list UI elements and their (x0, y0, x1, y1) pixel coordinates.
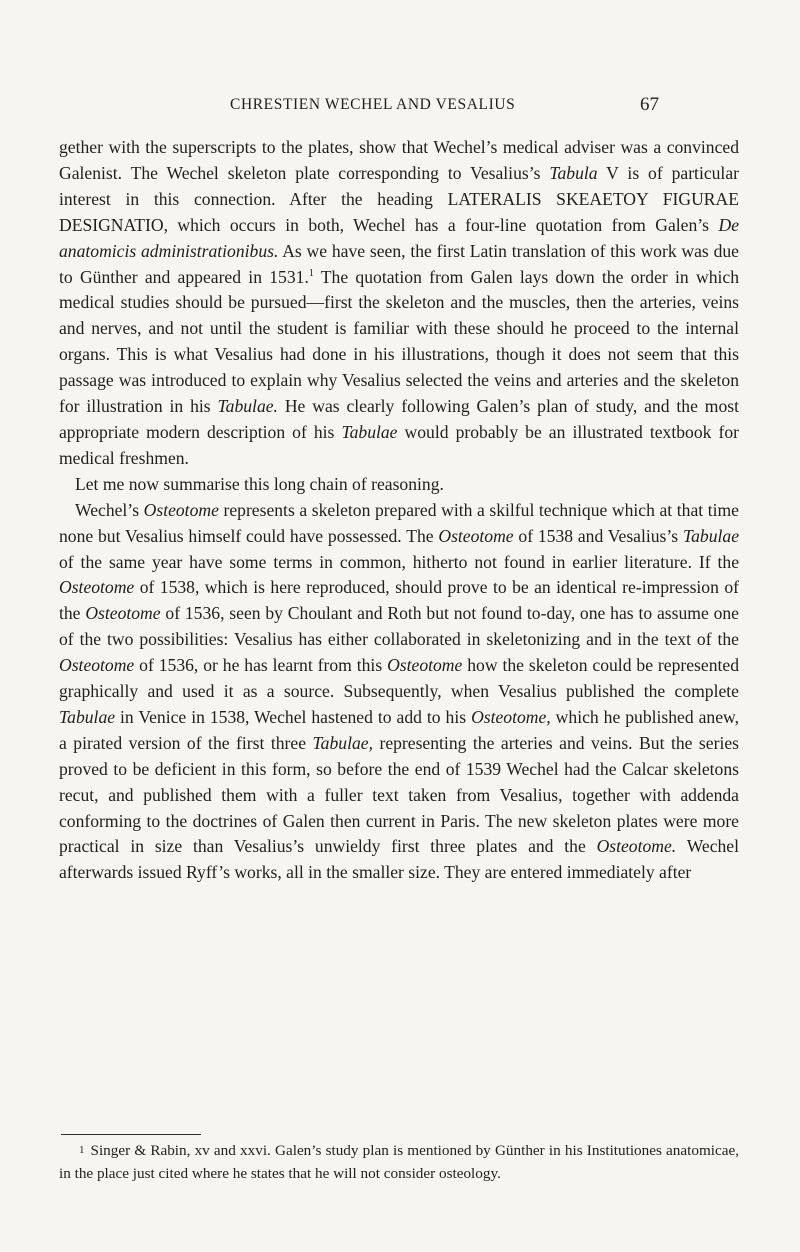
text-run: Let me now summarise this long chain of reasoning. (75, 473, 444, 494)
italic-text: Tabulae. (217, 396, 278, 417)
paragraph-2 (59, 472, 739, 498)
text-run: of the same year have some terms in common, hitherto not found in earlier literature. If the (59, 551, 739, 572)
text-run: represents a skeleton prepared with a skilful technique which at that time none but Vesalius himself could have possessed. The (59, 499, 739, 546)
text-run: Wechel afterwards issued Ryff’s works, all in the smaller size. They are entered immediately after (59, 836, 739, 883)
text-run: of 1536, or he has learnt from this (134, 655, 388, 676)
footnote (59, 1139, 739, 1185)
italic-text: Osteotome (59, 655, 135, 676)
paragraph-1 (59, 135, 739, 472)
italic-text: Tabulae (59, 706, 116, 727)
text-run: gether with the superscripts to the plates, show that Wechel’s medical adviser was a convinced Galenist. The Wechel skeleton plate corresponding to Vesalius’s (59, 137, 739, 183)
italic-text: De anatomicis administrationibus. (59, 214, 739, 261)
text-run: which he published anew, a pirated version of the first three (59, 706, 739, 753)
text-run: representing the arteries and veins. But the series proved to be deficient in this form, so before the end of 1539 Wechel had the Calcar skeletons recut, and published them with a fuller text taken from Vesalius, together with addenda conforming to the doctrines of Galen then current in Paris. The new skeleton plates were more practical in size than Vesalius’s unwieldy first three plates and the (59, 732, 739, 857)
paragraph-3 (59, 498, 739, 887)
italic-text: Tabula (549, 162, 598, 183)
italic-text: Tabulae, (312, 732, 373, 753)
text-run: He was clearly following Galen’s plan of study, and the most appropriate modern description of his (59, 396, 739, 442)
text-run: Wechel’s (75, 499, 144, 520)
text-run: As we have seen, the first Latin translation of this work was due to Günther and appeared in 1531. (59, 240, 739, 287)
body-text (59, 135, 739, 886)
italic-text: Osteotome (59, 577, 135, 598)
text-run: The quotation from Galen lays down the order in which medical studies should be pursued—first the skeleton and the muscles, then the arteries, veins and nerves, and not until the student is familiar with these should he proceed to the internal organs. This is what Vesalius had done in his illustrations, though it does not seem that this passage was introduced to explain why Vesalius selected the veins and arteries and the skeleton for illustration in his (59, 266, 739, 417)
text-run: of 1538 and Vesalius’s (513, 525, 683, 546)
text-run: how the skeleton could be represented graphically and used it as a source. Subsequently, when Vesalius published the complete (59, 655, 739, 702)
text-run: of 1538, which is here reproduced, should prove to be an identical re-impression of the (59, 577, 739, 624)
footnote-divider (61, 1134, 201, 1135)
footnote-reference: 1 (308, 267, 314, 279)
italic-text: Tabulae (682, 525, 740, 546)
footnote-number: 1 (79, 1144, 85, 1156)
italic-text: Osteotome (143, 499, 219, 520)
italic-text: Osteotome. (596, 836, 677, 857)
page-number: 67 (640, 94, 659, 115)
running-head: CHRESTIEN WECHEL AND VESALIUS (230, 96, 516, 113)
italic-text: Osteotome, (471, 706, 551, 727)
text-run: V is of particular interest in this connection. After the heading LATERALIS SKEAETOY FIGURAE DESIGNATIO, which occurs in both, Wechel has a four-line quotation from Galen’s (59, 162, 739, 235)
text-run: in Venice in 1538, Wechel hastened to add to his (115, 706, 472, 727)
italic-text: Osteotome (85, 603, 161, 624)
italic-text: Osteotome (438, 525, 514, 546)
page-header (0, 96, 800, 120)
italic-text: Osteotome (387, 655, 463, 676)
footnote-text: Singer & Rabin, xv and xxvi. Galen’s study plan is mentioned by Günther in his Institutiones anatomicae, in the place just cited where he states that he will not consider osteology. (59, 1142, 739, 1182)
text-run: would probably be an illustrated textbook for medical freshmen. (59, 421, 739, 468)
text-run: of 1536, seen by Choulant and Roth but not found to-day, one has to assume one of the two possibilities: Vesalius has either collaborated in skeletonizing and in the text of the (59, 603, 739, 650)
italic-text: Tabulae (341, 421, 398, 442)
